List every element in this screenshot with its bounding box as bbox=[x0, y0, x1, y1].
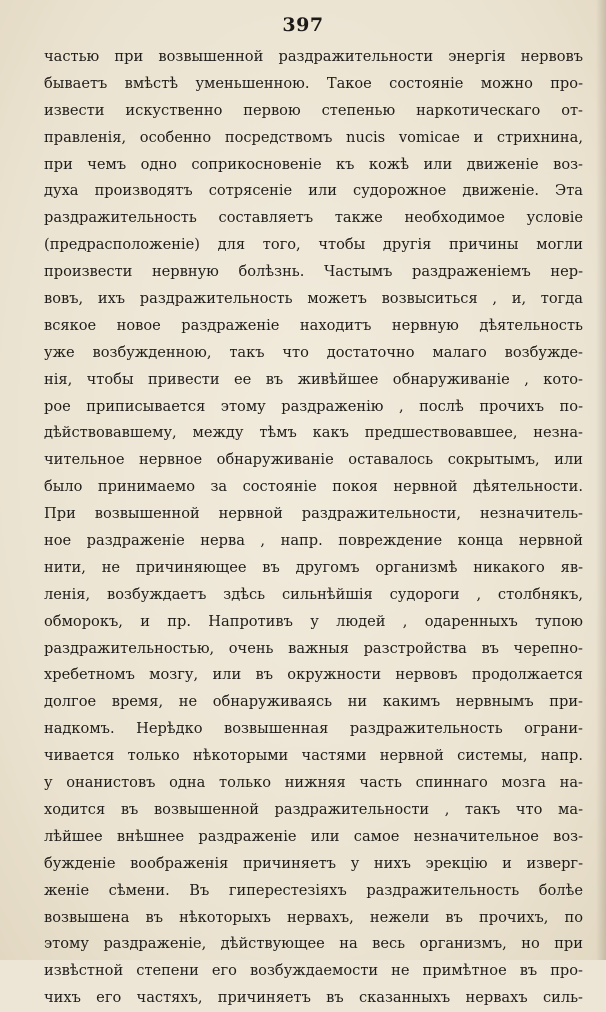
text-line: раздражительностью, очень важныя разстройства въ черепно- bbox=[44, 639, 583, 657]
text-line: нити, не причиняющее въ другомъ организмѣ никакого яв- bbox=[44, 558, 583, 576]
text-line: дѣйствовавшему, между тѣмъ какъ предшествовавшее, незна- bbox=[44, 424, 583, 442]
text-line: у онанистовъ одна только нижняя часть спиннаго мозга на- bbox=[44, 774, 583, 792]
text-line: всякое новое раздраженіе находитъ нервную дѣятельность bbox=[44, 316, 583, 334]
text-line: При возвышенной нервной раздражительности, незначитель- bbox=[44, 505, 583, 523]
text-line: раздражительность составляетъ также необходимое условіе bbox=[44, 209, 583, 227]
text-line: чихъ его частяхъ, причиняетъ въ сказанныхъ нервахъ силь- bbox=[44, 989, 583, 1007]
text-line: хребетномъ мозгу, или въ окружности нервовъ продолжается bbox=[44, 666, 583, 684]
text-line: рое приписывается этому раздраженію , послѣ прочихъ по- bbox=[44, 397, 583, 415]
text-line: обморокъ, и пр. Напротивъ у людей , одаренныхъ тупою bbox=[44, 612, 583, 630]
body-text bbox=[44, 44, 583, 1012]
text-line: лѣйшее внѣшнее раздраженіе или самое незначительное воз- bbox=[44, 827, 583, 845]
text-line: уже возбужденною, такъ что достаточно малаго возбужде- bbox=[44, 343, 583, 361]
text-line: возвышена въ нѣкоторыхъ нервахъ, нежели въ прочихъ, по bbox=[44, 908, 583, 926]
text-line: духа производятъ сотрясеніе или судорожное движеніе. Эта bbox=[44, 182, 583, 200]
text-line: ленія, возбуждаетъ здѣсь сильнѣйшія судороги , столбнякъ, bbox=[44, 585, 583, 603]
text-line: ходится въ возвышенной раздражительности , такъ что ма- bbox=[44, 800, 583, 818]
text-line: было принимаемо за состояніе покоя нервной дѣятельности. bbox=[44, 478, 583, 496]
text-line: ное раздраженіе нерва , напр. повреждение конца нервной bbox=[44, 532, 583, 550]
text-line: чительное нервное обнаруживаніе оставалось сокрытымъ, или bbox=[44, 451, 583, 469]
text-line: этому раздраженіе, дѣйствующее на весь организмъ, но при bbox=[44, 935, 583, 953]
text-line: бываетъ вмѣстѣ уменьшенною. Такое состояніе можно про- bbox=[44, 74, 583, 92]
text-line: (предрасположеніе) для того, чтобы другія причины могли bbox=[44, 236, 583, 254]
text-line: бужденіе воображенія причиняетъ у нихъ эрекцію и изверг- bbox=[44, 854, 583, 872]
text-line: извѣстной степени его возбуждаемости не примѣтное въ про- bbox=[44, 962, 583, 980]
text-line: надкомъ. Нерѣдко возвышенная раздражительность ограни- bbox=[44, 720, 583, 738]
text-line: правленія, особенно посредствомъ nucis vomicae и стрихнина, bbox=[44, 128, 583, 146]
text-line: частью при возвышенной раздражительности энергія нервовъ bbox=[44, 48, 583, 65]
text-line: при чемъ одно соприкосновеніе къ кожѣ или движеніе воз- bbox=[44, 155, 583, 173]
text-line: женіе сѣмени. Въ гиперестезіяхъ раздражительность болѣе bbox=[44, 881, 583, 899]
page-edge-shadow bbox=[596, 0, 606, 960]
text-line: произвести нервную болѣзнь. Частымъ раздраженіемъ нер- bbox=[44, 263, 583, 281]
text-line: чивается только нѣкоторыми частями нервной системы, напр. bbox=[44, 747, 583, 765]
page-number: 397 bbox=[282, 14, 324, 36]
text-line: извести искуственно первою степенью наркотическаго от- bbox=[44, 101, 583, 119]
text-line: нія, чтобы привести ее въ живѣйшее обнаруживаніе , кото- bbox=[44, 370, 583, 388]
text-line: вовъ, ихъ раздражительность можетъ возвыситься , и, тогда bbox=[44, 290, 583, 308]
text-line: долгое время, не обнаруживаясь ни какимъ нервнымъ при- bbox=[44, 693, 583, 711]
